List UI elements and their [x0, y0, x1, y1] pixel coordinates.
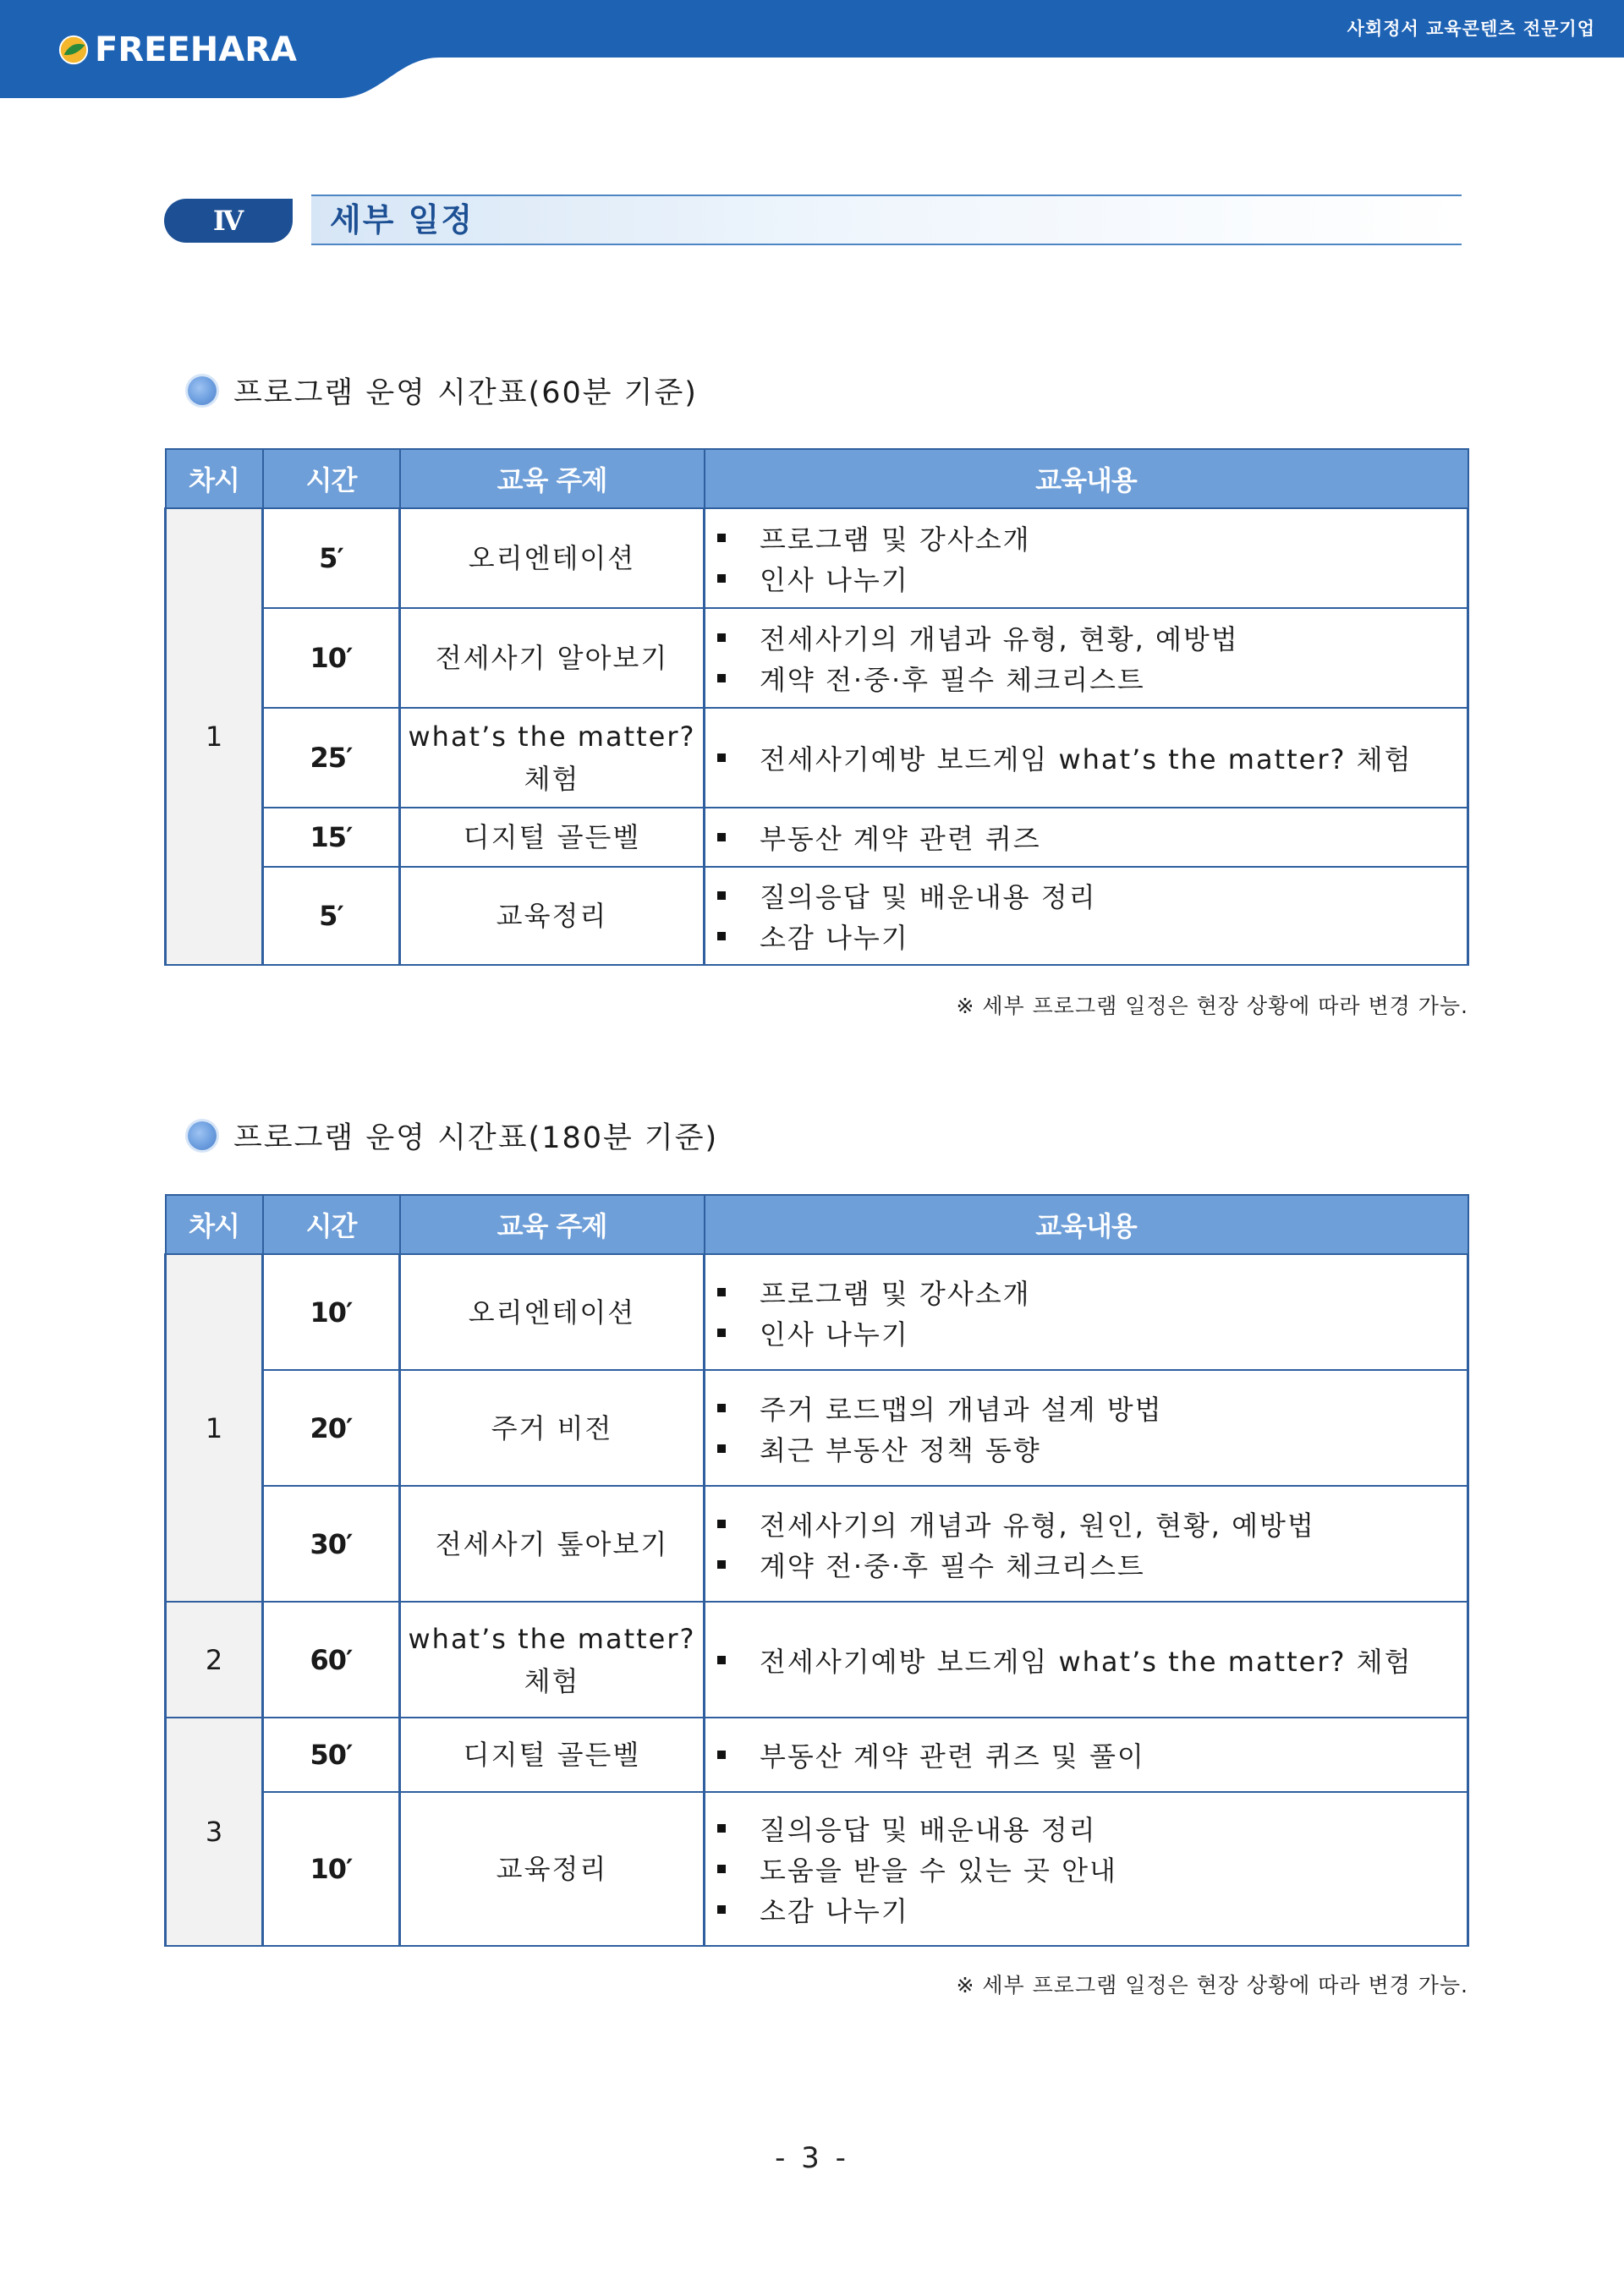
content-cell	[705, 508, 1468, 608]
list-item: 부동산 계약 관련 퀴즈	[717, 817, 1467, 858]
list-item: 인사 나누기	[717, 1312, 1467, 1353]
square-bullet-icon	[717, 1751, 726, 1759]
topic-text: 오리엔테이션	[468, 1296, 636, 1329]
logo-text: FREEHARA	[95, 30, 297, 69]
table1-note: ※ 세부 프로그램 일정은 현장 상황에 따라 변경 가능.	[956, 994, 1468, 1018]
square-bullet-icon	[717, 833, 726, 841]
topic-cell	[400, 1486, 705, 1602]
section-title: 세부 일정	[330, 201, 475, 238]
schedule-table-180	[164, 1194, 1469, 1947]
topic-cell	[400, 608, 705, 708]
square-bullet-icon	[717, 1520, 726, 1528]
topic-cell	[400, 1718, 705, 1792]
topic-cell	[400, 1602, 705, 1718]
topic-text: 디지털 골든벨	[463, 1739, 641, 1771]
header-time: 시간	[263, 1195, 400, 1254]
list-item: 계약 전·중·후 필수 체크리스트	[717, 1544, 1467, 1585]
list-item: 전세사기예방 보드게임 what’s the matter? 체험	[717, 1640, 1467, 1680]
topic-cell	[400, 708, 705, 808]
list-item: 전세사기의 개념과 유형, 현황, 예방법	[717, 617, 1467, 658]
content-cell	[705, 808, 1468, 867]
topic-cell	[400, 808, 705, 867]
topic-text: 체험	[524, 1664, 580, 1697]
content-cell	[705, 1254, 1468, 1370]
table-row	[166, 867, 1468, 965]
table-header-row	[166, 449, 1468, 508]
square-bullet-icon	[717, 574, 726, 583]
list-item: 계약 전·중·후 필수 체크리스트	[717, 658, 1467, 699]
circle-bullet-icon	[188, 376, 217, 405]
square-bullet-icon	[717, 1656, 726, 1664]
time-cell: 25′	[263, 708, 400, 808]
schedule-table-60	[164, 448, 1469, 966]
content-cell	[705, 867, 1468, 965]
header-round: 차시	[166, 1195, 263, 1254]
topic-text: 전세사기 알아보기	[435, 642, 669, 674]
table2-heading-text: 프로그램 운영 시간표(180분 기준)	[233, 1121, 719, 1155]
time-cell: 10′	[263, 1792, 400, 1946]
square-bullet-icon	[717, 891, 726, 900]
square-bullet-icon	[717, 1905, 726, 1914]
time-cell: 5′	[263, 508, 400, 608]
content-cell	[705, 1718, 1468, 1792]
topic-text: 오리엔테이션	[468, 542, 636, 574]
table-row	[166, 1486, 1468, 1602]
time-cell: 15′	[263, 808, 400, 867]
topic-text: what’s the matter?	[408, 1622, 696, 1655]
content-cell	[705, 1602, 1468, 1718]
content-cell	[705, 708, 1468, 808]
table1-heading-text: 프로그램 운영 시간표(60분 기준)	[233, 376, 698, 410]
topic-text: 교육정리	[496, 1853, 608, 1885]
topic-text: 교육정리	[496, 900, 608, 932]
time-cell: 50′	[263, 1718, 400, 1792]
round-cell: 2	[166, 1602, 263, 1718]
table-row	[166, 1602, 1468, 1718]
section-number-badge: Ⅳ	[164, 199, 293, 243]
square-bullet-icon	[717, 1288, 726, 1296]
topic-cell	[400, 867, 705, 965]
time-cell: 10′	[263, 1254, 400, 1370]
header-content: 교육내용	[705, 449, 1468, 508]
list-item: 소감 나누기	[717, 916, 1467, 956]
company-tagline: 사회정서 교육콘텐츠 전문기업	[1347, 19, 1595, 39]
topic-cell	[400, 1370, 705, 1486]
square-bullet-icon	[717, 1865, 726, 1873]
square-bullet-icon	[717, 1404, 726, 1412]
table-row	[166, 608, 1468, 708]
table-row	[166, 808, 1468, 867]
topic-text: 주거 비전	[491, 1411, 613, 1444]
content-cell	[705, 608, 1468, 708]
square-bullet-icon	[717, 674, 726, 682]
table-row	[166, 508, 1468, 608]
table-row	[166, 1370, 1468, 1486]
header-round: 차시	[166, 449, 263, 508]
list-item: 인사 나누기	[717, 558, 1467, 599]
square-bullet-icon	[717, 633, 726, 642]
time-cell: 5′	[263, 867, 400, 965]
table-row	[166, 1792, 1468, 1946]
topic-text: 디지털 골든벨	[463, 821, 641, 853]
square-bullet-icon	[717, 753, 726, 762]
square-bullet-icon	[717, 1824, 726, 1833]
topic-text: 체험	[524, 763, 580, 795]
square-bullet-icon	[717, 1329, 726, 1337]
list-item: 전세사기예방 보드게임 what’s the matter? 체험	[717, 737, 1467, 778]
topic-cell	[400, 508, 705, 608]
square-bullet-icon	[717, 1444, 726, 1453]
content-cell	[705, 1370, 1468, 1486]
square-bullet-icon	[717, 534, 726, 542]
round-cell: 3	[166, 1718, 263, 1946]
list-item: 도움을 받을 수 있는 곳 안내	[717, 1849, 1467, 1889]
table-row	[166, 1718, 1468, 1792]
topic-text: what’s the matter?	[408, 721, 696, 753]
time-cell: 60′	[263, 1602, 400, 1718]
freehara-logo	[58, 29, 297, 71]
time-cell: 20′	[263, 1370, 400, 1486]
list-item: 프로그램 및 강사소개	[717, 1272, 1467, 1312]
topic-cell	[400, 1792, 705, 1946]
list-item: 전세사기의 개념과 유형, 원인, 현황, 예방법	[717, 1504, 1467, 1544]
page-number: - 3 -	[775, 2141, 849, 2175]
topic-text: 전세사기 톺아보기	[435, 1527, 669, 1560]
section-title-box	[311, 195, 1462, 245]
table-header-row	[166, 1195, 1468, 1254]
content-cell	[705, 1486, 1468, 1602]
list-item: 주거 로드맵의 개념과 설계 방법	[717, 1388, 1467, 1428]
table2-note: ※ 세부 프로그램 일정은 현장 상황에 따라 변경 가능.	[956, 1973, 1468, 1997]
content-cell	[705, 1792, 1468, 1946]
circle-bullet-icon	[188, 1121, 217, 1150]
time-cell: 30′	[263, 1486, 400, 1602]
header-content: 교육내용	[705, 1195, 1468, 1254]
table-row	[166, 1254, 1468, 1370]
list-item: 질의응답 및 배운내용 정리	[717, 1808, 1467, 1849]
header-topic: 교육 주제	[400, 449, 705, 508]
list-item: 부동산 계약 관련 퀴즈 및 풀이	[717, 1734, 1467, 1775]
header-topic: 교육 주제	[400, 1195, 705, 1254]
table2-heading	[188, 1115, 718, 1157]
list-item: 질의응답 및 배운내용 정리	[717, 875, 1467, 916]
list-item: 소감 나누기	[717, 1889, 1467, 1930]
list-item: 최근 부동산 정책 동향	[717, 1428, 1467, 1469]
topic-cell	[400, 1254, 705, 1370]
round-cell: 1	[166, 1254, 263, 1602]
table-row	[166, 708, 1468, 808]
header-time: 시간	[263, 449, 400, 508]
table1-heading	[188, 370, 698, 412]
time-cell: 10′	[263, 608, 400, 708]
square-bullet-icon	[717, 932, 726, 940]
round-cell: 1	[166, 508, 263, 965]
square-bullet-icon	[717, 1560, 726, 1569]
list-item: 프로그램 및 강사소개	[717, 518, 1467, 558]
globe-logo-icon	[58, 34, 90, 66]
